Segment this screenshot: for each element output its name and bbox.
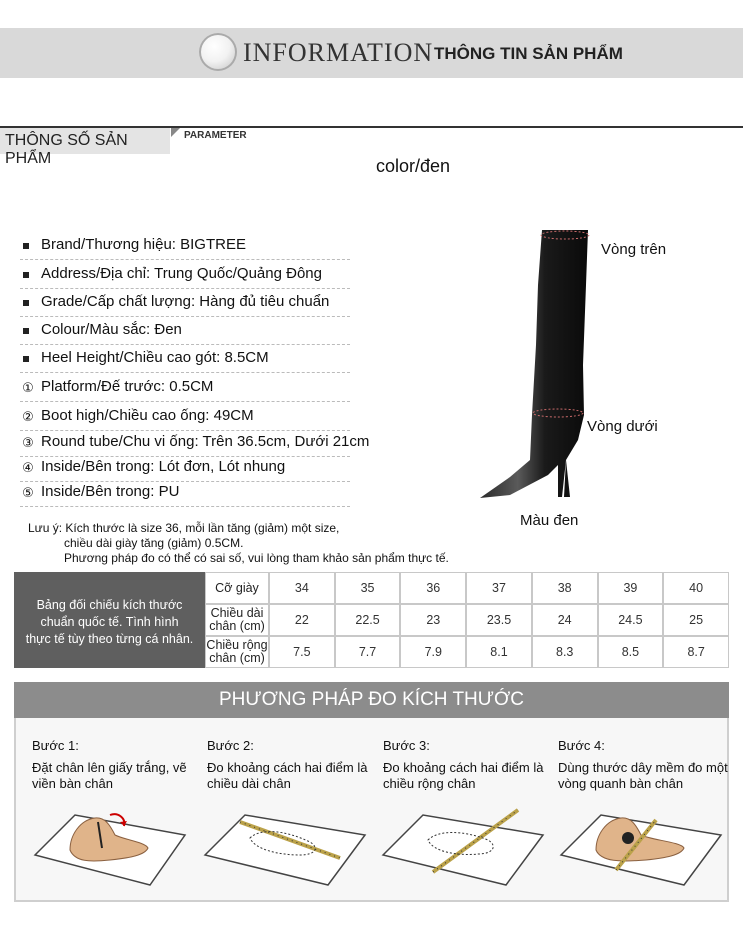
- size-table-cell: 7.7: [335, 636, 401, 668]
- boot-label-bottom: Vòng dưới: [587, 418, 658, 435]
- size-table-cell: 22: [269, 604, 335, 636]
- size-table-cell: 24.5: [598, 604, 664, 636]
- foot-length-icon: [200, 800, 370, 890]
- bullet-icon: [23, 356, 29, 362]
- boot-label-color: Màu đen: [520, 512, 579, 529]
- header-title-en: INFORMATION: [243, 38, 434, 67]
- size-table-row-label: Chiều rộng chân (cm): [205, 636, 269, 668]
- bullet-icon: [23, 300, 29, 306]
- bullet-icon: [23, 243, 29, 249]
- step-desc: Đo khoảng cách hai điểm là chiều rộng chân: [383, 760, 544, 791]
- color-label: color/đen: [376, 156, 451, 176]
- spec-item: Heel Height/Chiều cao gót: 8.5CM: [20, 346, 350, 373]
- foot-tape-icon: [556, 800, 726, 890]
- size-table: [205, 572, 729, 668]
- size-table-cell: 34: [269, 572, 335, 604]
- spec-item: ③ Round tube/Chu vi ống: Trên 36.5cm, Dưới 21cm: [20, 430, 350, 457]
- circled-number-icon: ③: [22, 435, 34, 450]
- boot-label-top: Vòng trên: [601, 241, 667, 258]
- size-table-row-label: Chiều dài chân (cm): [205, 604, 269, 636]
- size-table-cell: 7.5: [269, 636, 335, 668]
- section-title: THÔNG SỐ SẢN PHẨM: [5, 132, 128, 167]
- size-table-cell: 40: [663, 572, 729, 604]
- spec-item: ② Boot high/Chiều cao ống: 49CM: [20, 404, 350, 431]
- size-table-cell: 35: [335, 572, 401, 604]
- size-table-cell: 25: [663, 604, 729, 636]
- size-table-cell: 36: [400, 572, 466, 604]
- method-title: PHƯƠNG PHÁP ĐO KÍCH THƯỚC: [218, 689, 525, 710]
- spec-item: Colour/Màu sắc: Đen: [20, 318, 350, 345]
- size-table-cell: 23: [400, 604, 466, 636]
- foot-outline-icon: [30, 800, 190, 890]
- step-desc: Dùng thước dây mềm đo một vòng quanh bàn chân: [558, 760, 728, 791]
- size-table-cell: 8.3: [532, 636, 598, 668]
- step-title: Bước 1:: [32, 738, 79, 753]
- size-table-cell: 24: [532, 604, 598, 636]
- size-table-cell: 7.9: [400, 636, 466, 668]
- boot-image: [470, 225, 590, 505]
- size-table-cell: 8.1: [466, 636, 532, 668]
- circled-number-icon: ⑤: [22, 485, 34, 500]
- size-table-cell: 38: [532, 572, 598, 604]
- note-line: Phương pháp đo có thể có sai số, vui lòng tham khảo sản phẩm thực tế.: [64, 551, 449, 565]
- circled-number-icon: ①: [22, 380, 34, 395]
- section-subtitle: PARAMETER: [184, 130, 247, 141]
- spec-item: ④ Inside/Bên trong: Lót đơn, Lót nhung: [20, 455, 350, 482]
- spec-item: Grade/Cấp chất lượng: Hàng đủ tiêu chuẩn: [20, 290, 350, 317]
- step-desc: Đặt chân lên giấy trắng, vẽ viền bàn chân: [32, 760, 187, 791]
- header-circle-icon: [199, 33, 237, 71]
- size-table-cell: 39: [598, 572, 664, 604]
- step-title: Bước 2:: [207, 738, 254, 753]
- size-table-cell: 22.5: [335, 604, 401, 636]
- size-table-cell: 37: [466, 572, 532, 604]
- size-table-cell: 8.7: [663, 636, 729, 668]
- circled-number-icon: ④: [22, 460, 34, 475]
- bullet-icon: [23, 272, 29, 278]
- size-table-cell: 23.5: [466, 604, 532, 636]
- section-title-box: [0, 128, 170, 167]
- header-title-vn: THÔNG TIN SẢN PHẨM: [434, 44, 623, 63]
- circled-number-icon: ②: [22, 409, 34, 424]
- step-title: Bước 4:: [558, 738, 605, 753]
- step-desc: Đo khoảng cách hai điểm là chiều dài chân: [207, 760, 368, 791]
- step-title: Bước 3:: [383, 738, 430, 753]
- spec-item: Address/Địa chỉ: Trung Quốc/Quảng Đông: [20, 262, 350, 289]
- foot-width-icon: [378, 800, 548, 890]
- note-line: Lưu ý: Kích thước là size 36, mỗi lần tăng (giảm) một size,: [28, 521, 340, 535]
- note-line: chiều dài giày tăng (giảm) 0.5CM.: [64, 536, 244, 550]
- size-table-cell: 8.5: [598, 636, 664, 668]
- spec-item: ① Platform/Đế trước: 0.5CM: [20, 375, 350, 402]
- spec-item: ⑤ Inside/Bên trong: PU: [20, 480, 350, 507]
- spec-item: Brand/Thương hiệu: BIGTREE: [20, 233, 350, 260]
- size-table-caption: Bảng đối chiếu kích thước chuẩn quốc tế. Tình hình thực tế tùy theo từng cá nhân.: [14, 572, 205, 668]
- size-table-row-label: Cỡ giày: [205, 572, 269, 604]
- section-flag-icon: [171, 128, 180, 137]
- bullet-icon: [23, 328, 29, 334]
